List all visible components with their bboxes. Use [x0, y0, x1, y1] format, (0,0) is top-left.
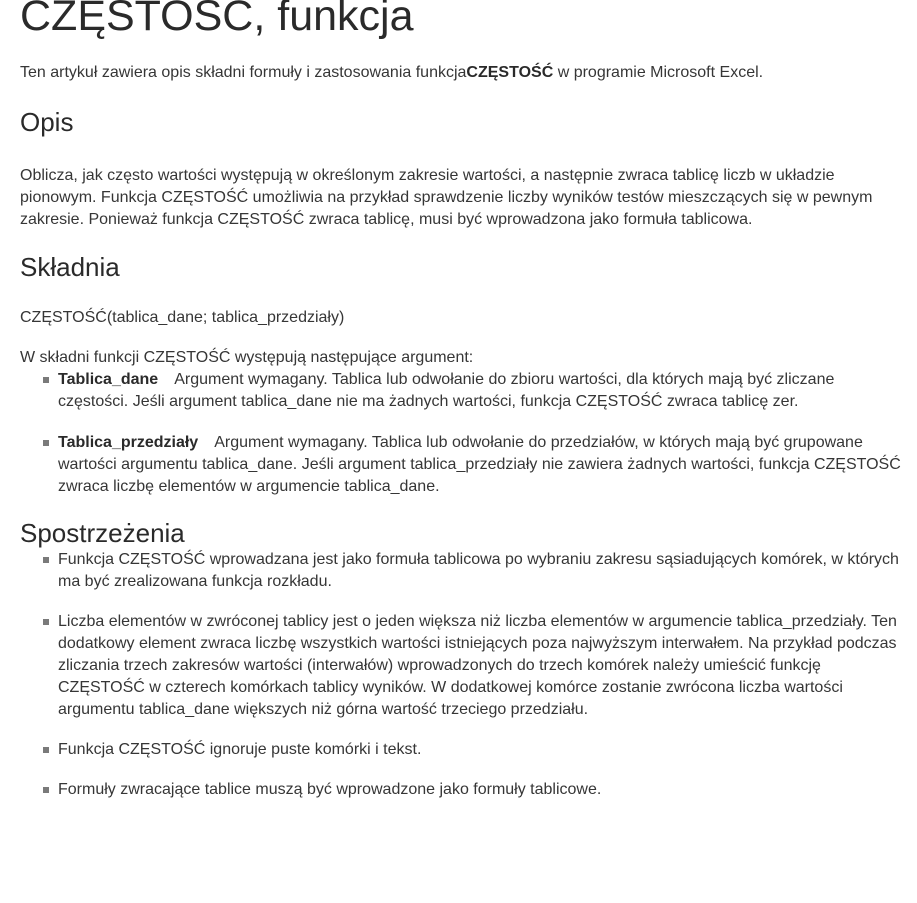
- argument-description: Argument wymagany. Tablica lub odwołanie do przedziałów, w których mają być grupowane wartości argumentu tablica_dane. Jeśli argument tablica_przedziały nie zawiera żadnych wartości, funkcja CZĘSTOŚĆ zwraca liczbę elementów w argumencie tablica_dane.: [58, 434, 901, 495]
- intro-text: Ten artykuł zawiera opis składni formuły i zastosowania funkcja: [20, 64, 467, 81]
- list-item: [58, 779, 905, 801]
- argument-name: Tablica_dane: [58, 371, 159, 388]
- remark-text: Funkcja CZĘSTOŚĆ wprowadzana jest jako formuła tablicowa po wybraniu zakresu sąsiadujących komórek, w których ma być zrealizowana funkcja rozkładu.: [58, 551, 899, 590]
- bullet-icon: [43, 377, 49, 383]
- arguments-list: [20, 369, 905, 498]
- remarks-list: [20, 549, 905, 801]
- intro-text-end: w programie Microsoft Excel.: [553, 64, 764, 81]
- list-item: [58, 739, 905, 761]
- list-item: [58, 611, 905, 721]
- list-item: [58, 549, 905, 593]
- list-item: [58, 369, 905, 413]
- list-item: [58, 432, 905, 498]
- arguments-intro: W składni funkcji CZĘSTOŚĆ występują następujące argument:: [20, 349, 474, 366]
- bullet-icon: [43, 440, 49, 446]
- remark-text: Formuły zwracające tablice muszą być wprowadzone jako formuły tablicowe.: [58, 781, 602, 798]
- article: [20, 0, 905, 801]
- section-heading-opis: Opis: [20, 107, 74, 137]
- section-heading-spostrzezenia: Spostrzeżenia: [20, 518, 185, 548]
- section-heading-skladnia: Składnia: [20, 252, 120, 282]
- opis-paragraph: Oblicza, jak często wartości występują w określonym zakresie wartości, a następnie zwraca tablicę liczb w układzie pionowym. Funkcja CZĘSTOŚĆ umożliwia na przykład sprawdzenie liczby wyników testów mieszczących się w pewnym zakresie. Ponieważ funkcja CZĘSTOŚĆ zwraca tablicę, musi być wprowadzona jako formuła tablicowa.: [20, 167, 873, 228]
- page-title: CZĘSTOSC, funkcja: [20, 0, 414, 40]
- remark-text: Liczba elementów w zwróconej tablicy jest o jeden większa niż liczba elementów w argumencie tablica_przedziały. Ten dodatkowy element zwraca liczbę wszystkich wartości istniejących poza najwyższym interwałem. Na przykład podczas zliczania trzech zakresów wartości (interwałów) wprowadzonych do trzech komórek należy umieścić funkcję CZĘSTOŚĆ w czterech komórkach tablicy wyników. W dodatkowej komórce zostanie zwrócona liczba wartości argumentu tablica_dane większych niż górna wartość trzeciego przedziału.: [58, 613, 897, 718]
- bullet-icon: [43, 747, 49, 753]
- intro-paragraph: [20, 62, 905, 84]
- intro-function-name: CZĘSTOŚĆ: [466, 64, 554, 81]
- argument-name: Tablica_przedziały: [58, 434, 199, 451]
- bullet-icon: [43, 787, 49, 793]
- bullet-icon: [43, 619, 49, 625]
- bullet-icon: [43, 557, 49, 563]
- argument-description: Argument wymagany. Tablica lub odwołanie do zbioru wartości, dla których mają być zliczane częstości. Jeśli argument tablica_dane nie ma żadnych wartości, funkcja CZĘSTOŚĆ zwraca tablicę zer.: [58, 371, 835, 410]
- remark-text: Funkcja CZĘSTOŚĆ ignoruje puste komórki i tekst.: [58, 741, 422, 758]
- syntax-line: CZĘSTOŚĆ(tablica_dane; tablica_przedziały): [20, 309, 345, 326]
